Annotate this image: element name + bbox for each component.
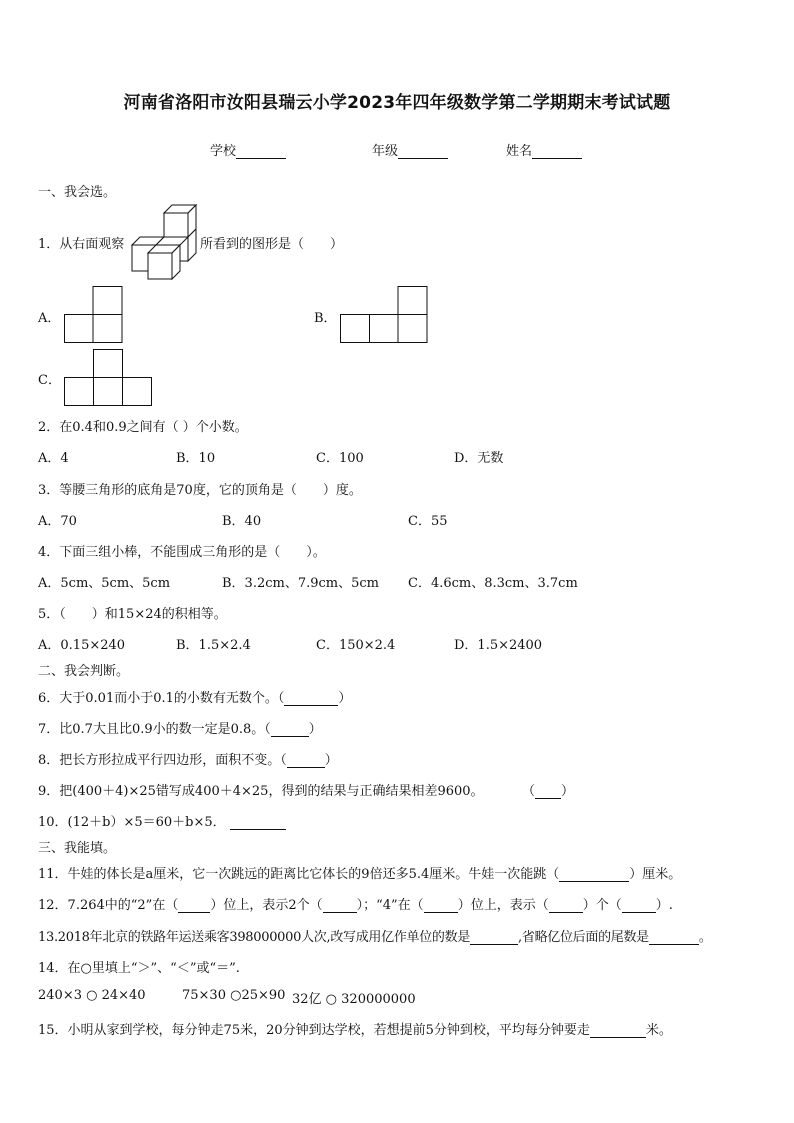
- question-5-option-b[interactable]: B．1.5×2.4: [176, 638, 251, 653]
- option-a-figure: [64, 286, 124, 344]
- question-11-close: ）厘米。: [629, 867, 682, 882]
- question-11-blank[interactable]: [559, 868, 629, 882]
- question-2-option-a[interactable]: A．4: [38, 451, 69, 466]
- question-12-part6: ）.: [655, 898, 673, 913]
- question-13-part2: ,省略亿位后面的尾数是: [518, 930, 649, 945]
- question-8: [38, 749, 338, 768]
- question-6-blank[interactable]: [284, 692, 338, 706]
- question-1-option-b[interactable]: B．: [314, 311, 337, 326]
- question-14-item-1[interactable]: 240×3 ○ 24×40: [38, 988, 146, 1003]
- question-13: [38, 926, 712, 945]
- question-13-part1: 13.2018年北京的铁路年运送乘客398000000人次,改写成用亿作单位的数是: [38, 930, 471, 945]
- question-12-part4: ）位上，表示（: [457, 898, 549, 913]
- question-15: [38, 1019, 672, 1038]
- question-12-part2: ）位上，表示2个（: [210, 898, 323, 913]
- question-1-suffix: 所看到的图形是（ ）: [200, 237, 344, 252]
- section-2-heading: 二、我会判断。: [38, 664, 130, 679]
- question-15-part2: 米。: [645, 1023, 672, 1038]
- question-9-text: 9．把(400＋4)×25错写成400＋4×25，得到的结果与正确结果相差9600。: [38, 784, 484, 799]
- school-field[interactable]: [210, 140, 286, 159]
- question-3-text: 3．等腰三角形的底角是70度，它的顶角是（ ）度。: [38, 483, 362, 498]
- question-9-close: ）: [561, 784, 575, 799]
- question-8-text: 8．把长方形拉成平行四边形，面积不变。（: [38, 753, 287, 768]
- question-5-text: 5．（ ）和15×24的积相等。: [38, 607, 227, 622]
- question-11: [38, 863, 681, 882]
- name-label: 姓名: [506, 144, 533, 159]
- question-5-option-a[interactable]: A．0.15×240: [38, 638, 126, 653]
- question-3-option-b[interactable]: B．40: [222, 514, 262, 529]
- question-9-blank[interactable]: [535, 785, 561, 799]
- question-6: [38, 687, 351, 706]
- question-1-option-a[interactable]: A．: [38, 311, 61, 326]
- question-7-text: 7．比0.7大且比0.9小的数一定是0.8。（: [38, 722, 271, 737]
- grade-label: 年级: [372, 144, 399, 159]
- question-8-close: ）: [324, 753, 338, 768]
- school-blank[interactable]: [236, 144, 286, 159]
- question-2-option-c[interactable]: C．100: [316, 451, 364, 466]
- grade-field[interactable]: [372, 140, 448, 159]
- question-12-blank-5[interactable]: [622, 899, 656, 913]
- question-15-part1: 15．小明从家到学校，每分钟走75米，20分钟到达学校，若想提前5分钟到校，平均每分钟要走: [38, 1023, 590, 1038]
- question-12-part3: ）；“4”在（: [356, 898, 424, 913]
- question-12-part1: 12．7.264中的“2”在（: [38, 898, 179, 913]
- question-7-close: ）: [308, 722, 322, 737]
- question-13-blank-2[interactable]: [649, 931, 699, 945]
- question-12-blank-4[interactable]: [549, 899, 583, 913]
- question-14-item-2[interactable]: 75×30 ○25×90: [182, 988, 286, 1003]
- question-7: [38, 718, 322, 737]
- name-blank[interactable]: [532, 144, 582, 159]
- question-10-text: 10．(12＋b）×5＝60＋b×5．: [38, 815, 226, 830]
- question-4-option-c[interactable]: C．4.6cm、8.3cm、3.7cm: [408, 576, 578, 591]
- question-10: [38, 811, 286, 830]
- question-2-option-d[interactable]: D．无数: [454, 451, 504, 466]
- question-14-item-3[interactable]: 32亿 ○ 320000000: [292, 992, 416, 1007]
- question-4-text: 4．下面三组小棒，不能围成三角形的是（ ）。: [38, 545, 326, 560]
- question-12-blank-2[interactable]: [323, 899, 357, 913]
- question-2-text: 2．在0.4和0.9之间有（ ）个小数。: [38, 420, 248, 435]
- question-2-option-b[interactable]: B．10: [176, 451, 216, 466]
- question-1-option-c[interactable]: C．: [38, 373, 61, 388]
- question-12-blank-1[interactable]: [178, 899, 210, 913]
- question-3-option-c[interactable]: C．55: [408, 514, 448, 529]
- question-6-close: ）: [338, 691, 352, 706]
- page-title: 河南省洛阳市汝阳县瑞云小学2023年四年级数学第二学期期末考试试题: [123, 93, 671, 113]
- question-1-prefix: 1．从右面观察: [38, 237, 125, 252]
- question-4-option-a[interactable]: A．5cm、5cm、5cm: [38, 576, 171, 591]
- question-5-option-c[interactable]: C．150×2.4: [316, 638, 396, 653]
- question-12-part5: ）个（: [582, 898, 622, 913]
- question-15-blank[interactable]: [590, 1024, 646, 1038]
- option-b-figure: [340, 286, 430, 344]
- question-11-text: 11．牛娃的体长是a厘米，它一次跳远的距离比它体长的9倍还多5.4厘米。牛娃一次能跳（: [38, 867, 560, 882]
- option-c-figure: [64, 349, 154, 407]
- question-9-answer: [522, 780, 574, 799]
- school-label: 学校: [210, 144, 237, 159]
- question-10-blank[interactable]: [230, 816, 286, 830]
- question-13-part3: 。: [698, 930, 712, 945]
- question-12: [38, 894, 673, 913]
- question-1-cube-figure: [130, 205, 200, 280]
- question-6-text: 6．大于0.01而小于0.1的小数有无数个。（: [38, 691, 285, 706]
- section-1-heading: 一、我会选。: [38, 185, 117, 200]
- question-14-text: 14．在○里填上“＞”、“＜”或“＝”.: [38, 961, 240, 976]
- question-3-option-a[interactable]: A．70: [38, 514, 77, 529]
- question-4-option-b[interactable]: B．3.2cm、7.9cm、5cm: [222, 576, 379, 591]
- question-9-open: （: [522, 784, 536, 799]
- question-7-blank[interactable]: [271, 723, 309, 737]
- section-3-heading: 三、我能填。: [38, 841, 117, 856]
- name-field[interactable]: [506, 140, 582, 159]
- question-12-blank-3[interactable]: [424, 899, 458, 913]
- question-5-option-d[interactable]: D．1.5×2400: [454, 638, 543, 653]
- question-8-blank[interactable]: [287, 754, 325, 768]
- question-13-blank-1[interactable]: [470, 931, 518, 945]
- grade-blank[interactable]: [398, 144, 448, 159]
